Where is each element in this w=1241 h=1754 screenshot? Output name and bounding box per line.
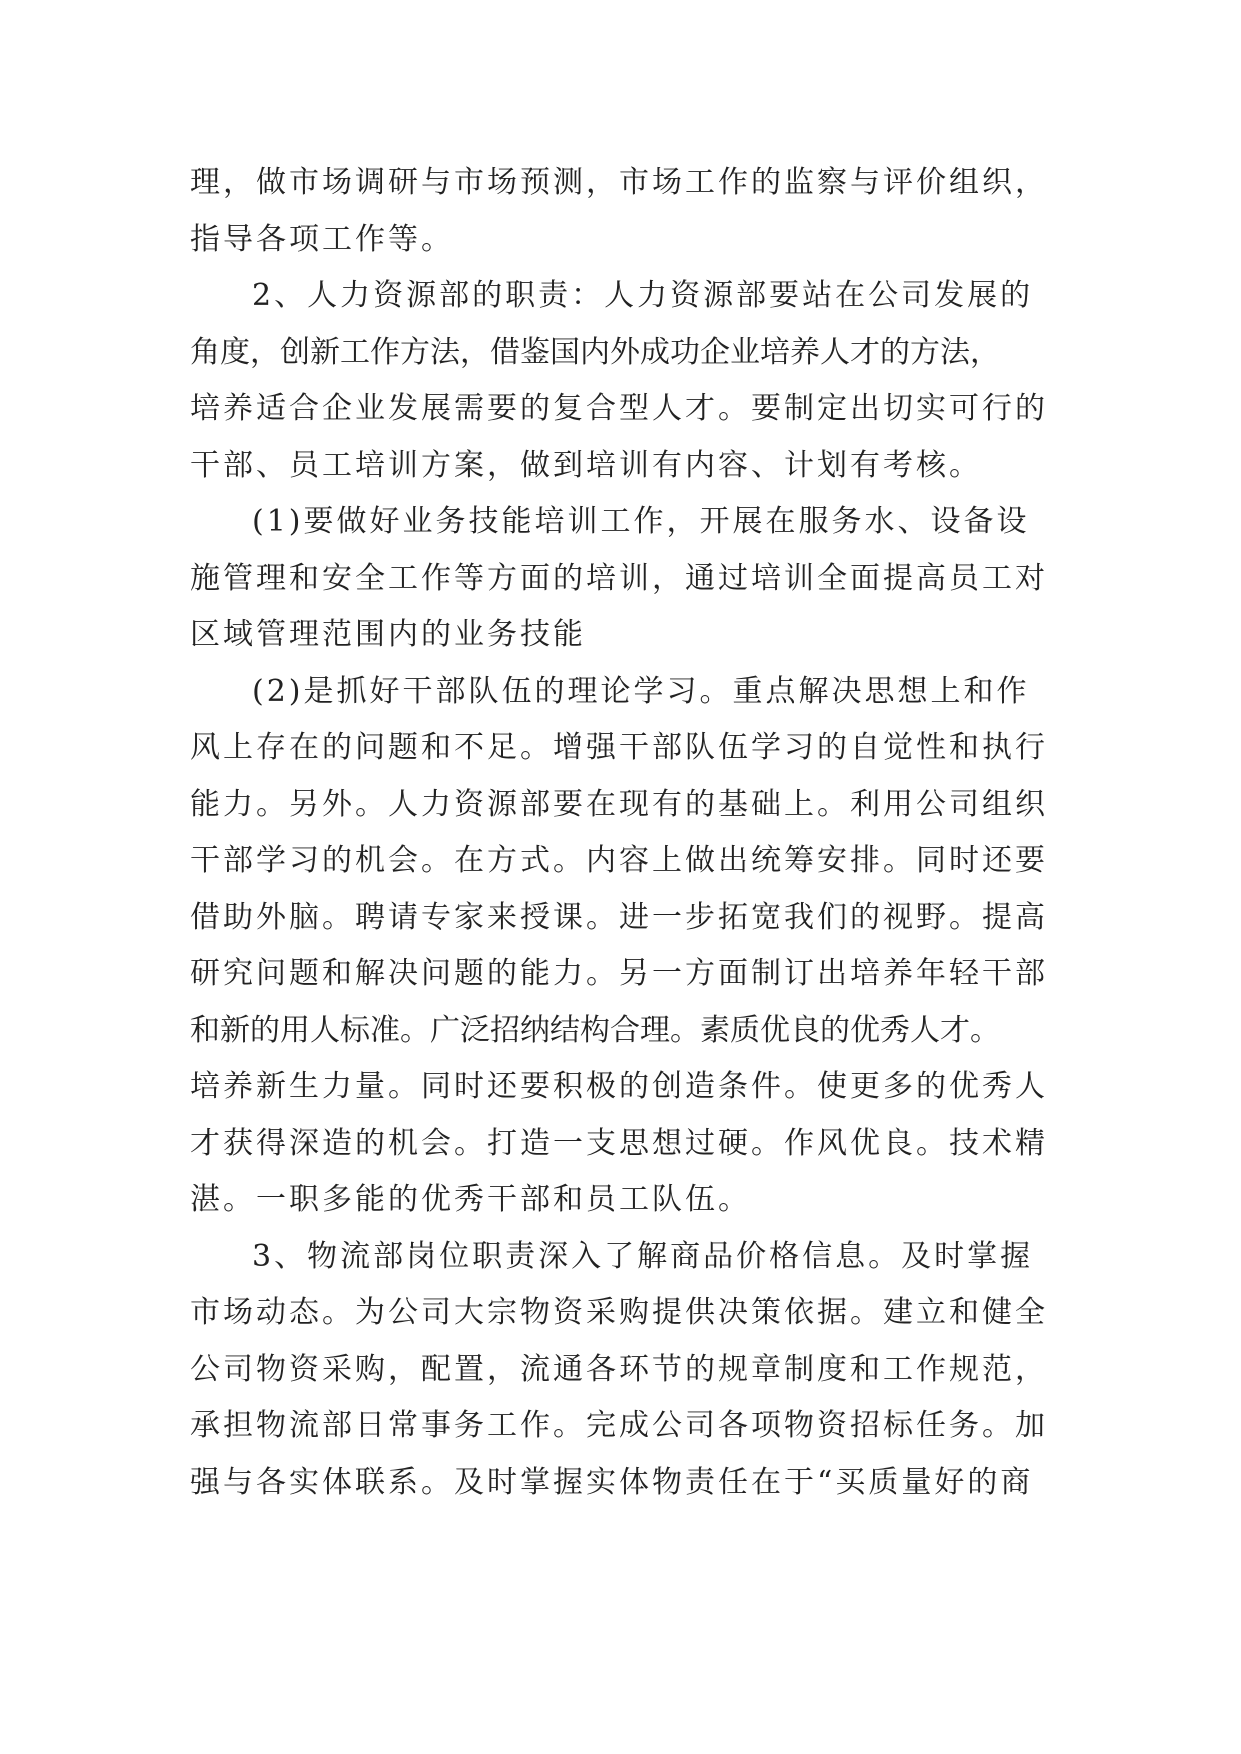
text-line: (2)是抓好干部队伍的理论学习。重点解决思想上和作	[252, 673, 1030, 709]
text-line: 才获得深造的机会。打造一支思想过硬。作风优良。技术精	[190, 1125, 1048, 1161]
text-line: 3、物流部岗位职责深入了解商品价格信息。及时掌握	[252, 1238, 1034, 1274]
text-line: 理，做市场调研与市场预测，市场工作的监察与评价组织，	[190, 165, 1048, 200]
text-line: 指导各项工作等。	[190, 221, 454, 257]
text-line: 区域管理范围内的业务技能	[190, 617, 586, 652]
text-line: 研究问题和解决问题的能力。另一方面制订出培养年轻干部	[190, 956, 1048, 991]
text-line: (1)要做好业务技能培训工作，开展在服务水、设备设	[252, 504, 1030, 539]
text-line: 施管理和安全工作等方面的培训，通过培训全面提高员工对	[190, 560, 1048, 596]
text-line: 干部学习的机会。在方式。内容上做出统筹安排。同时还要	[190, 843, 1048, 878]
text-line: 借助外脑。聘请专家来授课。进一步拓宽我们的视野。提高	[190, 899, 1048, 935]
text-line: 承担物流部日常事务工作。完成公司各项物资招标任务。加	[190, 1408, 1048, 1443]
text-line: 培养新生力量。同时还要积极的创造条件。使更多的优秀人	[190, 1069, 1048, 1104]
text-line: 角度，创新工作方法，借鉴国内外成功企业培养人才的方法，	[190, 334, 1000, 370]
text-line: 风上存在的问题和不足。增强干部队伍学习的自觉性和执行	[190, 730, 1048, 765]
text-line: 2、人力资源部的职责：人力资源部要站在公司发展的	[252, 278, 1034, 313]
text-line: 和新的用人标准。广泛招纳结构合理。素质优良的优秀人才。	[190, 1012, 1000, 1048]
text-line: 培养适合企业发展需要的复合型人才。要制定出切实可行的	[190, 391, 1048, 426]
text-line: 干部、员工培训方案，做到培训有内容、计划有考核。	[190, 447, 982, 483]
document-body	[190, 155, 1060, 1511]
text-line: 公司物资采购，配置，流通各环节的规章制度和工作规范，	[190, 1351, 1048, 1387]
text-line: 能力。另外。人力资源部要在现有的基础上。利用公司组织	[190, 786, 1048, 822]
text-line: 强与各实体联系。及时掌握实体物责任在于“买质量好的商	[190, 1464, 1034, 1500]
text-line: 市场动态。为公司大宗物资采购提供决策依据。建立和健全	[190, 1295, 1048, 1330]
text-line: 湛。一职多能的优秀干部和员工队伍。	[190, 1182, 751, 1217]
